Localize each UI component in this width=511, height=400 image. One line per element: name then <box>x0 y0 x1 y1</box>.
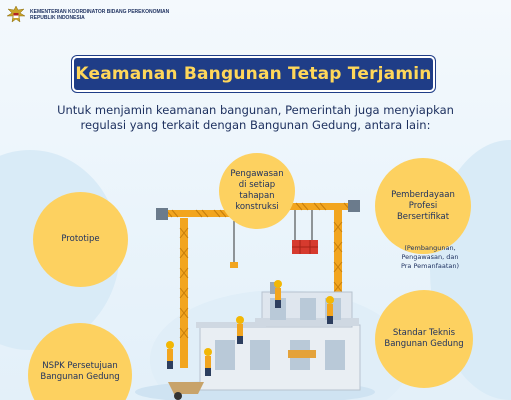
worker-figure <box>326 296 334 324</box>
note-line: Pengawasan, dan <box>401 253 459 261</box>
item-text: Profesi <box>408 200 438 211</box>
item-prototipe <box>33 192 128 287</box>
item-text: Pemberdayaan <box>391 189 455 200</box>
item-text: NSPK Persetujuan <box>42 361 118 371</box>
item-text: tahapan <box>239 191 275 201</box>
item-text: Bangunan Gedung <box>384 339 464 349</box>
item-text: Pengawasan <box>230 169 284 179</box>
worker-figure <box>236 316 244 344</box>
page-title: Keamanan Bangunan Tetap Terjamin <box>75 64 432 84</box>
item-text: Bangunan Gedung <box>40 372 120 382</box>
worker-figure <box>166 341 174 369</box>
item-text: di setiap <box>238 180 276 190</box>
item-pengawasan <box>219 153 295 229</box>
worker-figure <box>204 348 212 376</box>
intro-line-2: regulasi yang terkait dengan Bangunan Gedung, antara lain: <box>80 118 431 132</box>
ministry-line-2: REPUBLIK INDONESIA <box>30 15 85 21</box>
note-line: Pra Pemanfaatan) <box>400 262 460 270</box>
note-line: (Pembangunan, <box>404 244 456 252</box>
intro-line-1: Untuk menjamin keamanan bangunan, Pemerintah juga menyiapkan <box>57 103 454 117</box>
item-text: Bersertifikat <box>396 211 450 222</box>
item-text: Standar Teknis <box>392 328 456 338</box>
ministry-line-1: KEMENTERIAN KOORDINATOR BIDANG PEREKONOMIAN <box>30 9 170 15</box>
pemberdayaan-note <box>382 244 478 271</box>
item-text: konstruksi <box>235 202 279 212</box>
item-text: Prototipe <box>61 234 100 244</box>
item-pemberdayaan <box>375 158 471 254</box>
item-standar <box>375 290 473 388</box>
worker-figure <box>274 280 282 308</box>
